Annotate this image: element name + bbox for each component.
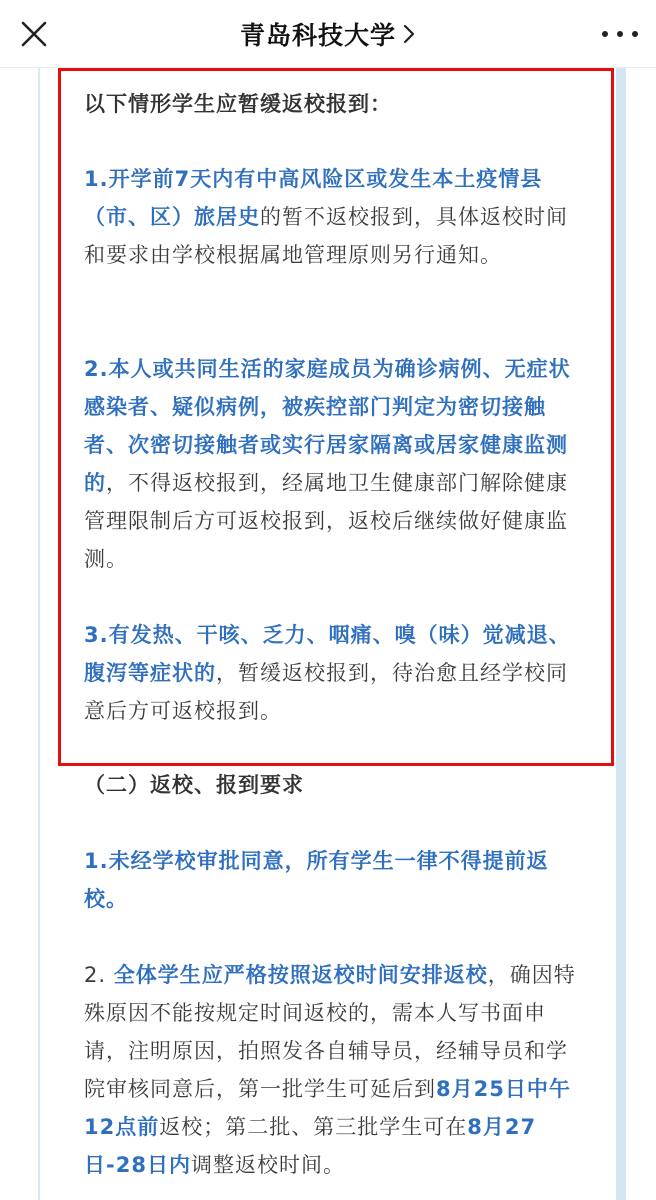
- list-item: [84, 160, 584, 274]
- list-item: [84, 350, 584, 578]
- account-title-link[interactable]: [0, 0, 656, 68]
- section-heading: 以下情形学生应暂缓返校报到：: [84, 92, 392, 116]
- subsection-heading: （二）返校、报到要求: [84, 773, 304, 797]
- list-item: 1.未经学校审批同意，所有学生一律不得提前返校。: [84, 849, 549, 911]
- item-text: ，暂缓返校报到，待治愈且经学校同意后方可返校报到。: [84, 661, 568, 723]
- emphasized-date: 8月25日中午12点前: [84, 1077, 571, 1139]
- list-item: [84, 956, 584, 1184]
- list-item: [84, 616, 584, 730]
- emphasized-text: 3.有发热、干咳、乏力、咽痛、嗅（味）觉减退、腹泻等症状的: [84, 623, 571, 685]
- chevron-right-icon: [402, 23, 416, 45]
- top-navigation-bar: [0, 0, 656, 68]
- item-text: 返校；第二批、第三批学生可在: [159, 1115, 468, 1139]
- item-number: 2.: [84, 963, 114, 987]
- item-text: 的暂不返校报到，具体返校时间和要求由学校根据属地管理原则另行通知。: [84, 205, 568, 267]
- item-text: 调整返校时间。: [190, 1153, 345, 1177]
- emphasized-date: 8月27日-28日内: [84, 1115, 537, 1177]
- item-text: ，确因特殊原因不能按规定时间返校的，需本人写书面申请，注明原因，拍照发各自辅导员，经辅导员和学院审核同意后，第一批学生可延后到: [84, 963, 576, 1101]
- emphasized-text: 1.开学前7天内有中高风险区或发生本土疫情县（市、区）旅居史: [84, 167, 543, 229]
- emphasized-text: 2.本人或共同生活的家庭成员为确诊病例、无症状感染者、疑似病例，被疾控部门判定为密切接触者、次密切接触者或实行居家隔离或居家健康监测的: [84, 357, 571, 495]
- emphasized-text: 全体学生应严格按照返校时间安排返校: [113, 963, 488, 987]
- page-title[interactable]: 青岛科技大学: [239, 21, 396, 50]
- more-dots-icon[interactable]: [602, 22, 638, 46]
- item-text: ，不得返校报到，经属地卫生健康部门解除健康管理限制后方可返校报到，返校后继续做好健康监测。: [84, 471, 568, 571]
